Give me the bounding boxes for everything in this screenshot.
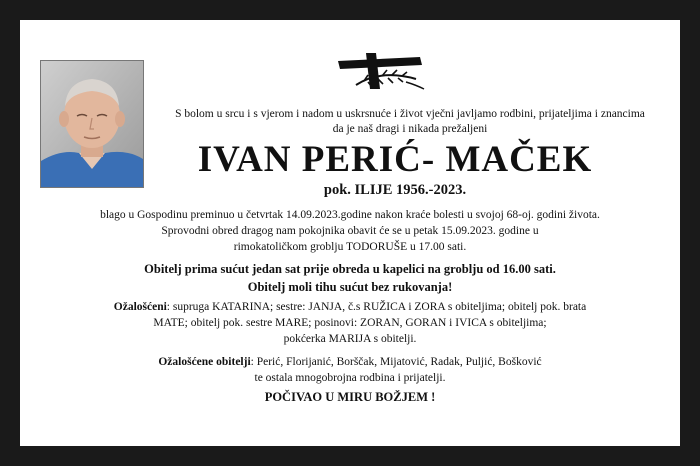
families-text-1: : Perić, Florijanić, Borščak, Mijatović, Radak, Puljić, Bošković [250, 356, 542, 368]
intro-text [150, 107, 670, 137]
deceased-subtitle: pok. ILIJE 1956.-2023. [323, 182, 467, 198]
mourners-text-1: : supruga KATARINA; sestre: JANJA, č.s RUŽICA i ZORA s obiteljima; obitelj pok. brata [166, 301, 587, 313]
notice-line-1: Obitelj prima sućut jedan sat prije obreda u kapelici na groblju od 16.00 sati. [144, 262, 556, 276]
mourners-list [90, 299, 610, 347]
announcement-line-3: rimokatoličkom groblju TODORUŠE u 17.00 sati. [233, 241, 467, 253]
deceased-name: IVAN PERIĆ- MAČEK [197, 139, 593, 180]
portrait-photo [40, 60, 144, 188]
mourners-label: Ožalošćeni [113, 301, 167, 313]
intro-line-2: da je naš dragi i nikada prežaljeni [332, 123, 488, 135]
families-label: Ožalošćene obitelji [158, 356, 251, 368]
death-announcement [30, 207, 670, 255]
portrait-image [41, 61, 143, 187]
mourners-line-2: MATE; obitelj pok. sestre MARE; posinovi: ZORAN, GORAN i IVICA s obiteljima; [153, 317, 547, 329]
notice-line-2: Obitelj moli tihu sućut bez rukovanja! [247, 280, 453, 294]
closing-line: POČIVAO U MIRU BOŽJEM ! [264, 390, 436, 404]
mourners-line-1 [90, 299, 610, 315]
families-line-1 [100, 354, 600, 370]
announcement-line-2: Sprovodni obred dragog nam pokojnika obavit će se u petak 15.09.2023. godine u [161, 225, 539, 237]
intro-line-1: S bolom u srcu i s vjerom i nadom u uskrsnuće i život vječni javljamo rodbini, prijateljima i znancima [175, 108, 645, 120]
obituary-card [20, 20, 680, 446]
cross-icon [336, 51, 426, 91]
families-line-2: te ostala mnogobrojna rodbina i prijatelji. [254, 372, 446, 384]
mourners-line-3: pokćerka MARIJA s obitelji. [283, 333, 417, 345]
condolence-notices [20, 260, 680, 296]
families-list [100, 354, 600, 386]
announcement-line-1: blago u Gospodinu preminuo u četvrtak 14.09.2023.godine nakon kraće bolesti u svojoj 68-oj. godini života. [100, 209, 600, 221]
